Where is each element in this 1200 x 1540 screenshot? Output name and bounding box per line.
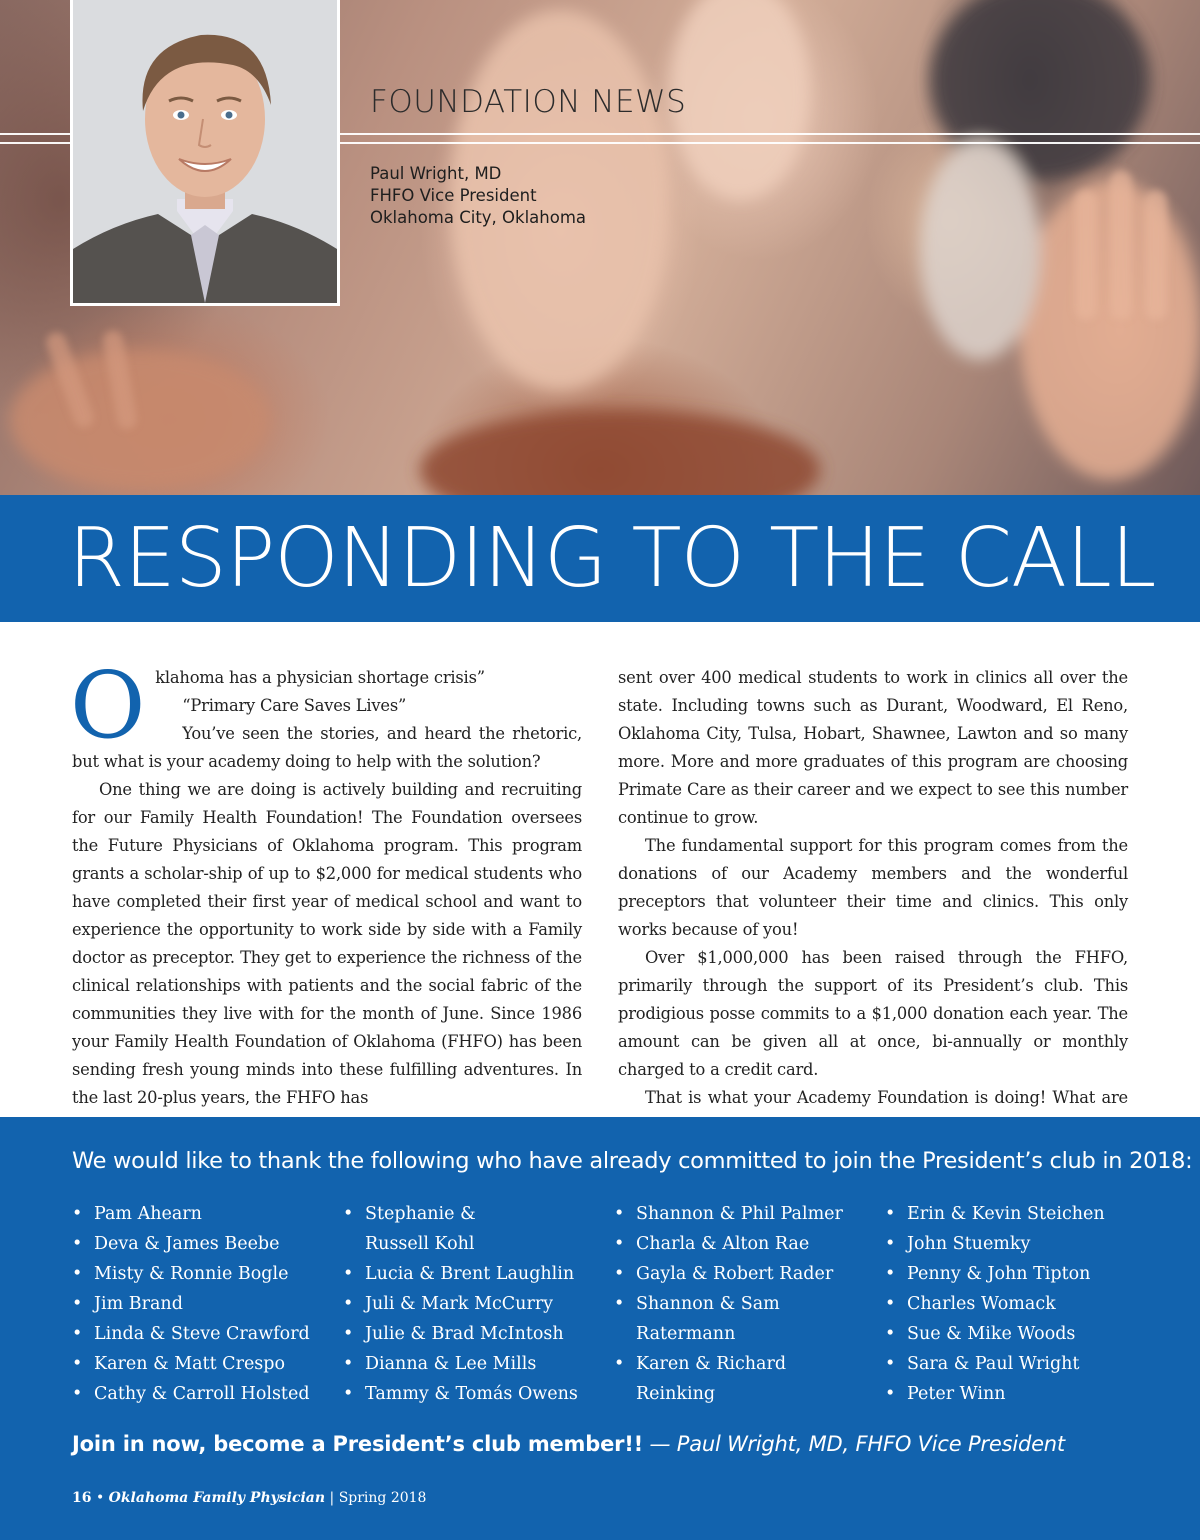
article-paragraph: “Primary Care Saves Lives” bbox=[182, 696, 407, 715]
opening-line: klahoma has a physician shortage crisis” bbox=[155, 668, 485, 687]
article-paragraph: Over $1,000,000 has been raised through the FHFO, primarily through the support of its President’s club. This prodigious posse commits to a $1,000 donation each year. The amount can be given all at once, bi-annually or monthly charged to a credit card. bbox=[618, 948, 1128, 1079]
member-list-column-2 bbox=[343, 1199, 578, 1409]
list-item: • Linda & Steve Crawford bbox=[72, 1319, 310, 1349]
publication-name: Oklahoma Family Physician bbox=[108, 1490, 326, 1506]
page-footer bbox=[72, 1490, 426, 1506]
list-item: • Juli & Mark McCurry bbox=[343, 1289, 578, 1319]
list-item: • Tammy & Tomás Owens bbox=[343, 1379, 578, 1409]
list-item: • Deva & James Beebe bbox=[72, 1229, 310, 1259]
author-byline bbox=[370, 163, 586, 229]
article-column-right bbox=[618, 664, 1128, 1140]
list-item: • Dianna & Lee Mills bbox=[343, 1349, 578, 1379]
cta-bold: Join in now, become a President’s club member!! bbox=[72, 1432, 644, 1456]
list-item: • Shannon & Sam bbox=[614, 1289, 843, 1319]
list-item: • Sara & Paul Wright bbox=[885, 1349, 1105, 1379]
list-item: • Gayla & Robert Rader bbox=[614, 1259, 843, 1289]
presidents-club-band bbox=[0, 1117, 1200, 1540]
page-number: 16 bbox=[72, 1490, 92, 1506]
article-paragraph: The fundamental support for this program comes from the donations of our Academy members and the wonderful preceptors that volunteer their time and clinics. This only works because of you! bbox=[618, 836, 1128, 939]
author-location: Oklahoma City, Oklahoma bbox=[370, 208, 587, 227]
author-portrait-graphic bbox=[73, 0, 337, 303]
list-item: • Peter Winn bbox=[885, 1379, 1105, 1409]
list-item: • Cathy & Carroll Holsted bbox=[72, 1379, 310, 1409]
member-list-column-1 bbox=[72, 1199, 310, 1409]
drop-cap: O bbox=[70, 652, 146, 759]
list-item: • Shannon & Phil Palmer bbox=[614, 1199, 843, 1229]
author-title: FHFO Vice President bbox=[370, 186, 537, 205]
cta-attribution: — Paul Wright, MD, FHFO Vice President bbox=[649, 1432, 1065, 1456]
article-title: RESPONDING TO THE CALL bbox=[68, 511, 1156, 606]
list-item-continuation: Russell Kohl bbox=[365, 1234, 475, 1254]
list-item: • Stephanie & bbox=[343, 1199, 578, 1229]
member-list-column-4 bbox=[885, 1199, 1105, 1409]
list-item: • Misty & Ronnie Bogle bbox=[72, 1259, 310, 1289]
article-paragraph: You’ve seen the stories, and heard the rhetoric, but what is your academy doing to help with the solution? bbox=[72, 724, 582, 771]
issue-date: Spring 2018 bbox=[338, 1490, 427, 1506]
list-item: • Julie & Brad McIntosh bbox=[343, 1319, 578, 1349]
list-item: • Pam Ahearn bbox=[72, 1199, 310, 1229]
list-item: • Erin & Kevin Steichen bbox=[885, 1199, 1105, 1229]
call-to-action bbox=[72, 1432, 1065, 1456]
member-list-column-3 bbox=[614, 1199, 843, 1409]
list-item-continuation: Reinking bbox=[636, 1384, 716, 1404]
list-item: • Sue & Mike Woods bbox=[885, 1319, 1105, 1349]
list-item: • Karen & Richard bbox=[614, 1349, 843, 1379]
author-name: Paul Wright, MD bbox=[370, 164, 502, 183]
list-item: • Karen & Matt Crespo bbox=[72, 1349, 310, 1379]
article-paragraph: One thing we are doing is actively building and recruiting for our Family Health Foundation! The Foundation oversees the Future Physicians of Oklahoma program. This program grants a scholar-ship of up to $2,000 for medical students who have completed their first year of medical school and want to experience the opportunity to work side by side with a Family doctor as preceptor. They get to experience the richness of the clinical relationships with patients and the social fabric of the communities they live with for the month of June. Since 1986 your Family Health Foundation of Oklahoma (FHFO) has been sending fresh young minds into these fulfilling adventures. In the last 20-plus years, the FHFO has bbox=[72, 780, 582, 1107]
list-item: • Charla & Alton Rae bbox=[614, 1229, 843, 1259]
list-item: • Penny & John Tipton bbox=[885, 1259, 1105, 1289]
list-item: • Charles Womack bbox=[885, 1289, 1105, 1319]
article-paragraph: That is what your Academy Foundation is doing! What are bbox=[645, 1088, 1128, 1107]
title-band bbox=[0, 495, 1200, 622]
article-column-left bbox=[70, 652, 582, 1112]
list-item: • Lucia & Brent Laughlin bbox=[343, 1259, 578, 1289]
footer-bullet: • bbox=[95, 1490, 105, 1506]
list-item: • Jim Brand bbox=[72, 1289, 310, 1319]
author-portrait bbox=[70, 0, 340, 306]
article-paragraph: sent over 400 medical students to work in clinics all over the state. Including towns such as Durant, Woodward, El Reno, Oklahoma City, Tulsa, Hobart, Shawnee, Lawton and so many more. More and more graduates of this program are choosing Primate Care as their career and we expect to see this number continue to grow. bbox=[618, 668, 1128, 827]
hero-photo bbox=[0, 0, 1200, 495]
list-item: • John Stuemky bbox=[885, 1229, 1105, 1259]
thanks-heading: We would like to thank the following who have already committed to join the President’s club in 2018: bbox=[72, 1148, 1193, 1174]
footer-divider: | bbox=[329, 1490, 335, 1506]
section-label: FOUNDATION NEWS bbox=[370, 84, 687, 120]
list-item-continuation: Ratermann bbox=[636, 1324, 736, 1344]
